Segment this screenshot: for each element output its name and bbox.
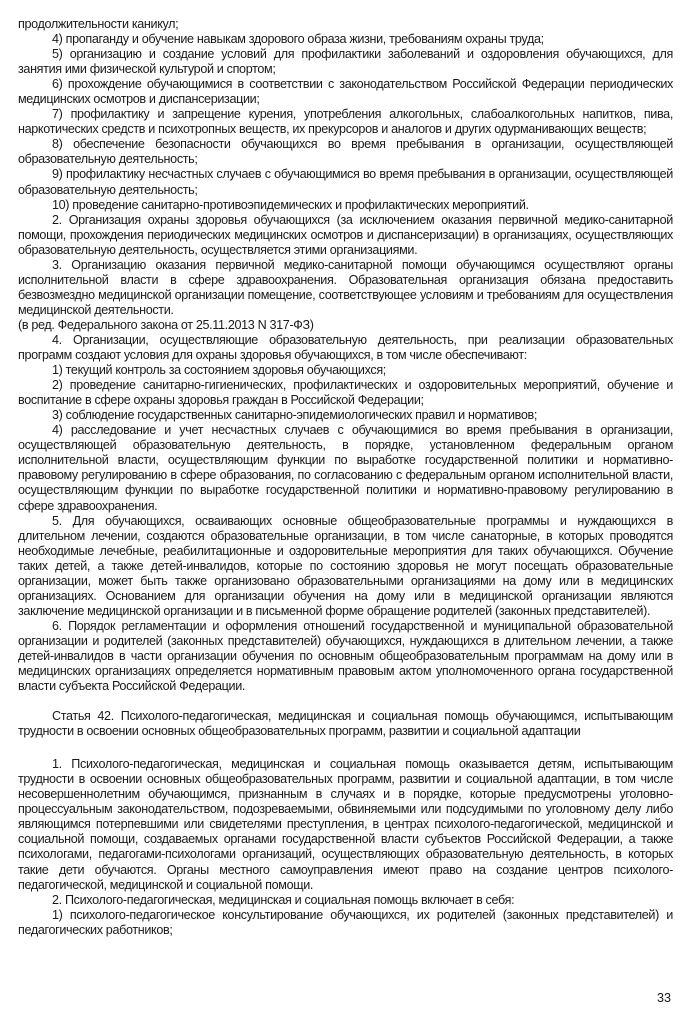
paragraph: 10) проведение санитарно-противоэпидемических и профилактических мероприятий. <box>52 197 529 212</box>
spacer <box>18 739 673 757</box>
paragraph: 8) обеспечение безопасности обучающихся во время пребывания в организации, осуществляющей образовательную деятельность; <box>18 137 673 167</box>
paragraph: 9) профилактику несчастных случаев с обучающимися во время пребывания в организации, осуществляющей образовательную деятельность; <box>18 167 673 197</box>
article-42-body <box>18 757 673 938</box>
paragraph: 3) соблюдение государственных санитарно-эпидемиологических правил и нормативов; <box>52 408 538 423</box>
paragraph: продолжительности каникул; <box>18 17 179 31</box>
paragraph: 5. Для обучающихся, осваивающих основные общеобразовательные программы и нуждающихся в длительном лечении, создаются образовательные организации, в том числе санаторные, в которых проводятся необходимые лечебные, реабилитационные и оздоровительные мероприятия для таких обучающихся. Обучение таких детей, а также детей-инвалидов, которые по состоянию здоровья не могут посещать образовательные организации, может быть также организовано образовательными организациями на дому или в медицинских организациях. Основанием для организации обучения на дому или в медицинской организации являются заключение медицинской организации и в письменной форме обращение родителей (законных представителей). <box>18 513 673 618</box>
paragraph: 2. Психолого-педагогическая, медицинская и социальная помощь включает в себя: <box>52 892 515 907</box>
spacer <box>18 694 673 709</box>
document-page <box>18 17 673 938</box>
paragraph: 4. Организации, осуществляющие образовательную деятельность, при реализации образовательных программ создают условия для охраны здоровья обучающихся, в том числе обеспечивают: <box>18 332 673 363</box>
paragraph: 2) проведение санитарно-гигиенических, профилактических и оздоровительных мероприятий, обучение и воспитание в сфере охраны здоровья граждан в Российской Федерации; <box>18 378 673 408</box>
paragraph: 4) пропаганду и обучение навыкам здорового образа жизни, требованиям охраны труда; <box>52 32 544 47</box>
paragraph: (в ред. Федерального закона от 25.11.2013 N 317-ФЗ) <box>18 317 314 332</box>
paragraph: 4) расследование и учет несчастных случаев с обучающимися во время пребывания в организации, осуществляющей образовательную деятельность, в порядке, установленном федеральным органом исполнительной власти, осуществляющим функции по выработке государственной политики и нормативно-правовому регулированию в сфере образования, по согласованию с федеральным органом исполнительной власти, осуществляющим функции по выработке государственной политики и нормативно-правовому регулированию в сфере здравоохранения. <box>18 423 673 513</box>
page-number: 33 <box>656 991 671 1005</box>
paragraph: 7) профилактику и запрещение курения, употребления алкогольных, слабоалкогольных напитков, пива, наркотических средств и психотропных веществ, их прекурсоров и аналогов и других одурманивающих веществ; <box>18 107 673 137</box>
paragraph: 1) текущий контроль за состоянием здоровья обучающихся; <box>52 363 386 378</box>
paragraph: 3. Организацию оказания первичной медико-санитарной помощи обучающимся осуществляют органы исполнительной власти в сфере здравоохранения. Образовательная организация обязана предоставить безвозмездно медицинской организации помещение, соответствующее условиям и требованиям для осуществления медицинской деятельности. <box>18 257 673 317</box>
article-41-continuation <box>18 17 673 694</box>
article-42-heading: Статья 42. Психолого-педагогическая, медицинская и социальная помощь обучающимся, испытывающим трудности в освоении основных общеобразовательных программ, развитии и социальной адаптации <box>18 709 673 739</box>
paragraph: 1. Психолого-педагогическая, медицинская и социальная помощь оказывается детям, испытывающим трудности в освоении основных общеобразовательных программ, развитии и социальной адаптации, в том числе несовершеннолетним обучающимся, признанным в случаях и в порядке, которые предусмотрены уголовно-процессуальным законодательством, подозреваемыми, обвиняемыми или подсудимыми по уголовному делу либо являющимся потерпевшими или свидетелями преступления, в центрах психолого-педагогической, медицинской и социальной помощи, создаваемых органами государственной власти субъектов Российской Федерации, а также психологами, педагогами-психологами организаций, осуществляющих образовательную деятельность, в которых такие дети обучаются. Органы местного самоуправления имеют право на создание центров психолого-педагогической, медицинской и социальной помощи. <box>18 757 673 892</box>
paragraph: 5) организацию и создание условий для профилактики заболеваний и оздоровления обучающихся, для занятия ими физической культурой и спортом; <box>18 47 673 77</box>
paragraph: 6) прохождение обучающимися в соответствии с законодательством Российской Федерации периодических медицинских осмотров и диспансеризации; <box>18 77 673 107</box>
paragraph: 2. Организация охраны здоровья обучающихся (за исключением оказания первичной медико-санитарной помощи, прохождения периодических медицинских осмотров и диспансеризации) в организациях, осуществляющих образовательную деятельность, осуществляется этими организациями. <box>18 212 673 257</box>
paragraph: 1) психолого-педагогическое консультирование обучающихся, их родителей (законных представителей) и педагогических работников; <box>18 907 673 937</box>
paragraph: 6. Порядок регламентации и оформления отношений государственной и муниципальной образовательной организации и родителей (законных представителей) обучающихся, нуждающихся в длительном лечении, а также детей-инвалидов в части организации обучения по основным общеобразовательным программам на дому или в медицинских организациях определяется нормативным правовым актом уполномоченного органа государственной власти субъекта Российской Федерации. <box>18 618 673 694</box>
